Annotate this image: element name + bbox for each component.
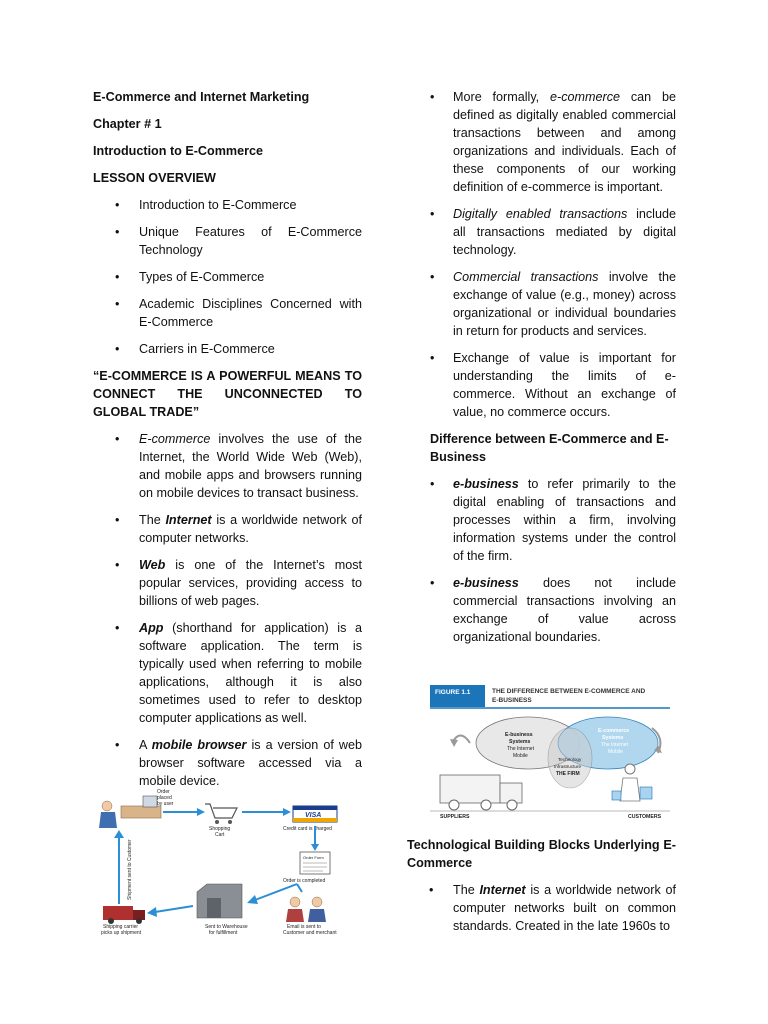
order-flow-diagram [97,788,363,936]
chapter-label: Chapter # 1 [93,117,162,131]
svg-text:The Internet: The Internet [601,742,628,748]
svg-text:THE FIRM: THE FIRM [556,771,580,777]
definitions-list [93,430,362,790]
svg-text:Cart: Cart [215,832,225,838]
svg-text:CUSTOMERS: CUSTOMERS [628,814,662,820]
list-item: • Types of E-Commerce [115,270,265,284]
warehouse-icon [197,884,242,918]
list-item: • App (shorthand for application) is a software application. The term is typically used when referring to mobile applications, although it is also sometimes used to refer to desktop computer applications as well. [115,621,362,725]
building-blocks-section [407,836,676,944]
svg-text:placed: placed [157,795,172,801]
list-item: • The Internet is a worldwide network of computer networks built on common standards. Created in the late 1960s to [429,883,676,933]
svg-text:Order: Order [157,789,170,795]
svg-text:Customer and merchant: Customer and merchant [283,930,337,936]
figure-title-line1: THE DIFFERENCE BETWEEN E-COMMERCE AND [492,688,646,695]
bullet-icon: • [430,270,435,284]
svg-text:Infrastructure: Infrastructure [554,764,582,769]
bullet-icon: • [430,207,435,221]
figure-title-line2: E-BUSINESS [492,697,532,704]
list-item: • Academic Disciplines Concerned with E-Commerce [115,297,362,329]
left-column [93,88,362,799]
svg-text:Shopping: Shopping [209,826,231,832]
svg-text:Credit card is charged: Credit card is charged [283,826,332,832]
svg-text:by user: by user [157,801,174,807]
credit-card-icon [293,806,337,822]
svg-text:Order Form: Order Form [303,855,324,860]
list-item: • Unique Features of E-Commerce Technology [115,225,362,257]
svg-text:SUPPLIERS: SUPPLIERS [440,814,470,820]
svg-text:Mobile: Mobile [513,753,528,759]
quote: “E-COMMERCE IS A POWERFUL MEANS TO CONNECT THE UNCONNECTED TO GLOBAL TRADE” [93,369,362,419]
svg-text:Mobile: Mobile [608,749,623,755]
list-item: • E-commerce involves the use of the Internet, the World Wide Web (Web), and mobile apps and browsers running on mobile devices to transact business. [115,432,362,500]
document-title: E-Commerce and Internet Marketing [93,90,310,104]
chapter-subtitle: Introduction to E-Commerce [93,144,264,158]
svg-text:Systems: Systems [509,739,531,745]
list-item: • Digitally enabled transactions include all transactions mediated by digital technology. [430,207,676,257]
order-form-icon [300,852,330,874]
svg-text:Sent to Warehouse: Sent to Warehouse [205,924,248,930]
svg-text:Shipping carrier: Shipping carrier [103,924,139,930]
bullet-icon: • [430,351,435,365]
building-blocks-heading: Technological Building Blocks Underlying E-Commerce [407,838,676,870]
right-column [430,88,676,655]
list-item: • Introduction to E-Commerce [115,198,297,212]
overview-list [93,196,362,358]
lesson-overview-heading: LESSON OVERVIEW [93,171,216,185]
svg-text:The Internet: The Internet [507,746,534,752]
difference-heading: Difference between E-Commerce and E-Business [430,432,669,464]
svg-text:Order is completed: Order is completed [283,878,326,884]
svg-text:Email is sent to: Email is sent to [287,924,321,930]
bullet-icon: • [115,342,120,356]
ebusiness-list [430,475,676,646]
svg-text:Technology: Technology [558,757,582,762]
figure-ecommerce-vs-ebusiness [430,683,670,825]
list-item: • The Internet is a worldwide network of computer networks. [115,513,362,545]
svg-text:VISA: VISA [305,812,322,819]
svg-text:E-commerce: E-commerce [598,728,630,734]
svg-text:picks up shipment: picks up shipment [101,930,142,936]
figure-label: FIGURE 1.1 [435,689,471,696]
svg-text:for fulfillment: for fulfillment [209,930,238,936]
building-blocks-list [407,881,676,935]
list-item: • More formally, e-commerce can be defined as digitally enabled commercial transactions between and among organizations and individuals. Each of these components of our working definition of e-commerce is important. [430,90,677,194]
bullet-icon: • [115,270,120,284]
bullet-icon: • [430,576,435,590]
list-item: • Commercial transactions involve the exchange of value (e.g., money) across organizational or individual boundaries in return for products and services. [430,270,676,338]
svg-text:E-business: E-business [505,732,533,738]
bullet-icon: • [429,883,434,897]
svg-text:Systems: Systems [602,735,624,741]
shipment-label: Shipment sent to Customer [127,839,133,900]
bullet-icon: • [115,513,120,527]
list-item: • Web is one of the Internet’s most popular services, providing access to billions of web pages. [115,558,362,608]
definitions-list-continued [430,88,676,421]
list-item: • Carriers in E-Commerce [115,342,275,356]
bullet-icon: • [115,297,120,311]
list-item: • A mobile browser is a version of web browser software accessed via a mobile device. [115,738,362,788]
bullet-icon: • [115,558,120,572]
bullet-icon: • [115,621,120,635]
bullet-icon: • [430,477,435,491]
bullet-icon: • [115,225,120,239]
bullet-icon: • [115,432,120,446]
bullet-icon: • [115,738,120,752]
list-item: • e-business does not include commercial transactions involving an exchange of value across organizational boundaries. [430,576,676,644]
bullet-icon: • [430,90,435,104]
bullet-icon: • [115,198,120,212]
list-item: • Exchange of value is important for understanding the limits of e-commerce. Without an exchange of value, no commerce occurs. [430,351,676,419]
list-item: • e-business to refer primarily to the digital enabling of transactions and processes within a firm, involving information systems under the control of the firm. [430,477,676,563]
